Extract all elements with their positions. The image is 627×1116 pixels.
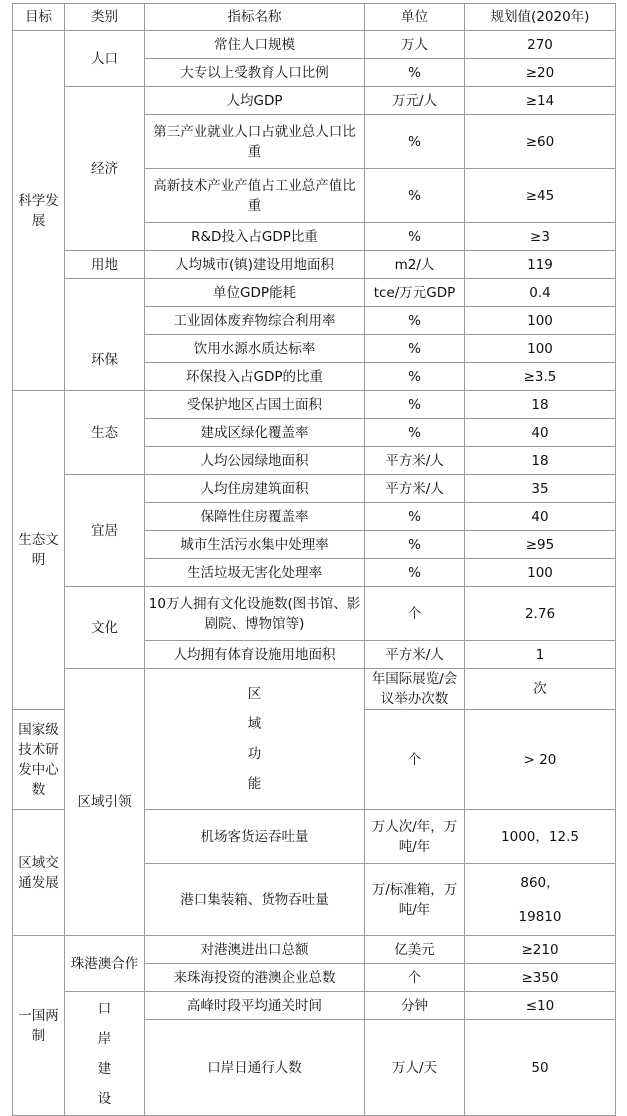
indicator-cell: 年国际展览/会议举办次数	[365, 669, 465, 710]
value-cell: 35	[465, 475, 616, 503]
table-row	[13, 992, 616, 1020]
indicator-cell: 大专以上受教育人口比例	[145, 59, 365, 87]
value-cell: ≥210	[465, 936, 616, 964]
table-row	[13, 279, 616, 307]
indicator-cell: 环保投入占GDP的比重	[145, 363, 365, 391]
indicator-cell: 建成区绿化覆盖率	[145, 419, 365, 447]
unit-cell: 平方米/人	[365, 641, 465, 669]
unit-cell: %	[365, 115, 465, 169]
indicator-cell: 高峰时段平均通关时间	[145, 992, 365, 1020]
indicator-cell: 人均城市(镇)建设用地面积	[145, 251, 365, 279]
indicator-cell: R&D投入占GDP比重	[145, 223, 365, 251]
unit-cell: %	[365, 363, 465, 391]
indicator-cell: 港口集装箱、货物吞吐量	[145, 864, 365, 936]
value-cell	[465, 864, 616, 936]
indicator-cell: 饮用水源水质达标率	[145, 335, 365, 363]
value-cell: 50	[465, 1020, 616, 1116]
value-cell: ≥14	[465, 87, 616, 115]
unit-cell: 个	[365, 587, 465, 641]
category-func	[145, 669, 365, 810]
unit-cell: 分钟	[365, 992, 465, 1020]
indicator-cell: 第三产业就业人口占就业总人口比重	[145, 115, 365, 169]
category-land: 用地	[65, 251, 145, 279]
category-port-label: 口岸建设	[97, 1000, 112, 1107]
indicator-cell: 常住人口规模	[145, 31, 365, 59]
unit-cell: 万人	[365, 31, 465, 59]
value-cell: 40	[465, 503, 616, 531]
indicator-cell: 人均拥有体育设施用地面积	[145, 641, 365, 669]
header-indicator: 指标名称	[145, 4, 365, 31]
category-ecology: 生态	[65, 391, 145, 475]
value-cell: 18	[465, 391, 616, 419]
unit-cell: 次	[465, 669, 616, 710]
value-cell: 100	[465, 307, 616, 335]
value-cell: ≥95	[465, 531, 616, 559]
value-cell: 119	[465, 251, 616, 279]
unit-cell: %	[365, 335, 465, 363]
goal-eco: 生态文明	[13, 391, 65, 710]
indicator-cell: 对港澳进出口总额	[145, 936, 365, 964]
indicator-cell: 城市生活污水集中处理率	[145, 531, 365, 559]
unit-cell: 亿美元	[365, 936, 465, 964]
value-cell: ≥60	[465, 115, 616, 169]
unit-cell: tce/万元GDP	[365, 279, 465, 307]
unit-cell: 平方米/人	[365, 475, 465, 503]
value-cell: > 20	[465, 710, 616, 810]
unit-cell: %	[365, 503, 465, 531]
indicator-cell: 10万人拥有文化设施数(图书馆、影剧院、博物馆等)	[145, 587, 365, 641]
category-envprot: 环保	[65, 279, 145, 391]
unit-cell: %	[365, 223, 465, 251]
indicator-cell: 人均GDP	[145, 87, 365, 115]
header-category: 类别	[65, 4, 145, 31]
unit-cell: 万/标准箱，万吨/年	[365, 864, 465, 936]
category-port	[65, 992, 145, 1116]
indicator-cell: 工业固体废弃物综合利用率	[145, 307, 365, 335]
value-cell: 1000，12.5	[465, 810, 616, 864]
unit-cell: %	[365, 391, 465, 419]
value-cell: ≥3.5	[465, 363, 616, 391]
value-cell: 18	[465, 447, 616, 475]
unit-cell: m2/人	[365, 251, 465, 279]
table-row	[13, 669, 616, 710]
indicator-cell: 单位GDP能耗	[145, 279, 365, 307]
unit-cell: %	[365, 307, 465, 335]
indicator-cell: 机场客货运吞吐量	[145, 810, 365, 864]
table-row	[13, 391, 616, 419]
goal-region: 区域引领	[65, 669, 145, 936]
value-cell: 0.4	[465, 279, 616, 307]
unit-cell: %	[365, 59, 465, 87]
value-cell-text: 860，19810	[518, 874, 562, 925]
planning-indicators-table	[12, 3, 616, 1116]
value-cell: 2.76	[465, 587, 616, 641]
unit-cell: 个	[365, 710, 465, 810]
indicator-cell: 受保护地区占国土面积	[145, 391, 365, 419]
indicator-cell: 口岸日通行人数	[145, 1020, 365, 1116]
unit-cell: %	[365, 559, 465, 587]
unit-cell: %	[365, 419, 465, 447]
header-goal: 目标	[13, 4, 65, 31]
table-row	[13, 31, 616, 59]
category-economy: 经济	[65, 87, 145, 251]
header-value: 规划值(2020年)	[465, 4, 616, 31]
value-cell: ≤10	[465, 992, 616, 1020]
unit-cell: 万人/天	[365, 1020, 465, 1116]
table-row	[13, 587, 616, 641]
indicator-cell: 国家级技术研发中心数	[13, 710, 65, 810]
value-cell: ≥20	[465, 59, 616, 87]
category-population: 人口	[65, 31, 145, 87]
table-row	[13, 936, 616, 964]
indicator-cell: 来珠海投资的港澳企业总数	[145, 964, 365, 992]
header-unit: 单位	[365, 4, 465, 31]
value-cell: 1	[465, 641, 616, 669]
unit-cell: 万元/人	[365, 87, 465, 115]
table-row	[13, 87, 616, 115]
indicator-cell: 人均住房建筑面积	[145, 475, 365, 503]
category-living: 宜居	[65, 475, 145, 587]
category-coop: 珠港澳合作	[65, 936, 145, 992]
header-row	[13, 4, 616, 31]
category-culture: 文化	[65, 587, 145, 669]
indicator-cell: 高新技术产业产值占工业总产值比重	[145, 169, 365, 223]
value-cell: 100	[465, 335, 616, 363]
indicator-cell: 生活垃圾无害化处理率	[145, 559, 365, 587]
value-cell: 100	[465, 559, 616, 587]
unit-cell: 个	[365, 964, 465, 992]
value-cell: 270	[465, 31, 616, 59]
unit-cell: 平方米/人	[365, 447, 465, 475]
value-cell: 40	[465, 419, 616, 447]
unit-cell: %	[365, 531, 465, 559]
value-cell: ≥45	[465, 169, 616, 223]
indicator-cell: 保障性住房覆盖率	[145, 503, 365, 531]
category-transport: 区域交通发展	[13, 810, 65, 936]
value-cell: ≥350	[465, 964, 616, 992]
table-row	[13, 475, 616, 503]
unit-cell: %	[365, 169, 465, 223]
value-cell: ≥3	[465, 223, 616, 251]
goal-science: 科学发展	[13, 31, 65, 391]
unit-cell: 万人次/年，万吨/年	[365, 810, 465, 864]
category-func-label: 区域功能	[247, 686, 262, 792]
table-row	[13, 251, 616, 279]
goal-oct: 一国两制	[13, 936, 65, 1116]
indicator-cell: 人均公园绿地面积	[145, 447, 365, 475]
